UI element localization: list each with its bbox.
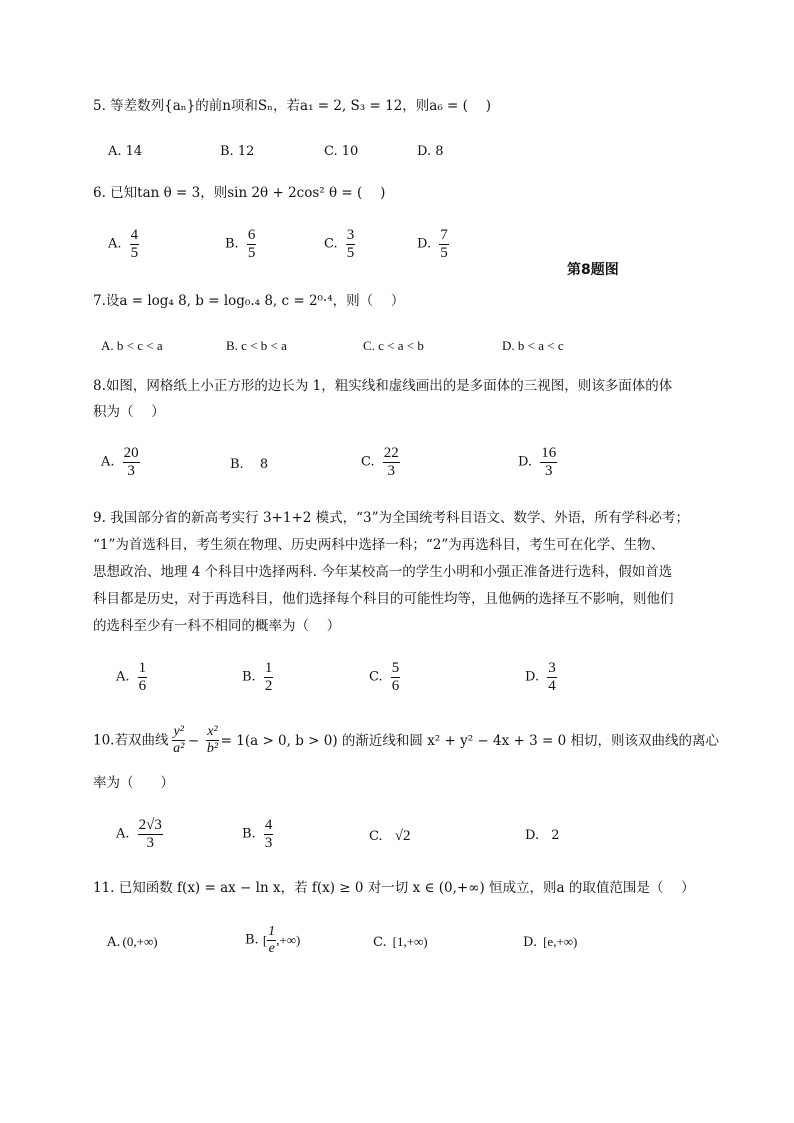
- option-label: D.: [525, 669, 540, 685]
- q5-option-c: C. 10: [324, 144, 359, 159]
- option-label: C.: [369, 669, 383, 685]
- q10-option-a: [116, 817, 163, 852]
- option-value: 8: [259, 457, 269, 472]
- bracket-open: [: [262, 932, 268, 948]
- q10-suffix: = 1(a > 0, b > 0) 的渐近线和圆 x² + y² − 4x + 3 = 0 相切，则该双曲线的离心: [220, 732, 719, 749]
- denominator: 3: [387, 463, 396, 479]
- option-label: C.: [324, 236, 338, 252]
- q7-option-a: A. b < c < a: [101, 338, 163, 353]
- q8-option-a: [101, 445, 140, 480]
- fraction: [172, 724, 184, 757]
- denominator: 3: [544, 463, 553, 479]
- q8-stem-line2: 积为（ ）: [93, 404, 165, 420]
- numerator: 1: [268, 924, 276, 939]
- denominator: 3: [146, 835, 155, 851]
- q9-option-d: [525, 660, 557, 695]
- q10-option-c: [369, 826, 411, 847]
- fraction: [540, 445, 557, 480]
- q8-option-d: [518, 445, 557, 480]
- q8-stem-line1: 8.如图，网格纸上小正方形的边长为 1，粗实线和虚线画出的是多面体的三视图，则该多面体的体: [93, 378, 673, 394]
- numerator: 1: [138, 660, 147, 676]
- q9-line-1: 9. 我国部分省的新高考实行 3+1+2 模式，“3”为全国统考科目语文、数学、外语，所有学科必考；: [93, 510, 690, 526]
- numerator: 3: [346, 227, 355, 243]
- option-label: C.: [361, 454, 375, 470]
- q5-option-a: A. 14: [108, 144, 143, 159]
- denominator: 5: [130, 245, 139, 261]
- denominator: b²: [206, 741, 219, 756]
- q11-option-d: [523, 932, 577, 953]
- fraction: [439, 227, 449, 262]
- numerator: x²: [207, 724, 218, 739]
- q7-option-c: C. c < a < b: [363, 338, 424, 353]
- q11-stem: 11. 已知函数 f(x) = ax − ln x，若 f(x) ≥ 0 对一切 x ∈ (0,+∞) 恒成立，则a 的取值范围是（ ）: [93, 880, 695, 896]
- option-label: C.: [373, 935, 387, 950]
- option-value: [e,+∞): [543, 934, 578, 949]
- q9-option-a: [116, 660, 147, 695]
- denominator: 5: [346, 245, 355, 261]
- q5-option-d: D. 8: [417, 144, 444, 159]
- option-label: C.: [369, 829, 383, 844]
- denominator: a²: [173, 741, 185, 756]
- fraction: [547, 660, 557, 695]
- numerator: y²: [173, 724, 184, 739]
- denominator: 6: [138, 678, 147, 694]
- numerator: 2√3: [138, 817, 162, 833]
- q9-line-4: 科目都是历史，对于再选科目，他们选择每个科目的可能性均等，且他俩的选择互不影响，则他们: [93, 591, 674, 607]
- fraction: [346, 227, 356, 262]
- q10-stem: [93, 724, 719, 757]
- q7-option-b: B. c < b < a: [226, 338, 287, 353]
- interval-end: ,+∞): [276, 932, 301, 948]
- option-label: A.: [116, 669, 130, 685]
- q7-stem: 7.设a = log₄ 8, b = log₀.₄ 8, c = 2⁰·⁴，则（ ）: [93, 293, 405, 309]
- q9-option-b: [242, 660, 273, 695]
- fraction: [123, 445, 140, 480]
- numerator: 20: [123, 445, 139, 461]
- denominator: 4: [548, 678, 556, 694]
- denominator: 3: [264, 835, 273, 851]
- q6-option-d: [417, 227, 449, 262]
- numerator: 4: [264, 817, 273, 833]
- denominator: 5: [440, 245, 448, 261]
- option-label: B.: [225, 236, 239, 252]
- option-label: A.: [107, 935, 121, 950]
- numerator: 16: [541, 445, 557, 461]
- option-label: D.: [525, 828, 540, 843]
- fraction: [383, 445, 400, 480]
- option-value: 2: [551, 828, 560, 843]
- q9-option-c: [369, 660, 400, 695]
- q10-option-d: [525, 826, 560, 846]
- option-label: B.: [242, 826, 256, 842]
- denominator: e: [268, 941, 275, 956]
- q6-stem: 6. 已知tan θ = 3，则sin 2θ + 2cos² θ = ( ): [93, 185, 386, 201]
- option-label: B.: [230, 457, 244, 472]
- q10-prefix: 10.若双曲线: [93, 732, 169, 749]
- option-label: A.: [116, 826, 130, 842]
- option-label: D.: [523, 935, 538, 950]
- q6-option-c: [324, 227, 355, 262]
- q5-stem: 5. 等差数列{aₙ}的前n项和Sₙ，若a₁ = 2, S₃ = 12，则a₆ = ( ): [93, 98, 491, 114]
- fraction: [264, 660, 274, 695]
- option-label: D.: [518, 454, 533, 470]
- option-label: B.: [245, 932, 259, 948]
- q6-option-a: [108, 227, 139, 262]
- denominator: 5: [247, 245, 256, 261]
- minus-sign: −: [187, 732, 200, 749]
- fraction: [264, 817, 274, 852]
- numerator: 7: [440, 227, 448, 243]
- q8-option-c: [361, 445, 400, 480]
- fraction: [130, 227, 140, 262]
- option-value: [1,+∞): [392, 934, 428, 949]
- figure-caption: 第8题图: [567, 262, 619, 278]
- fraction: [247, 227, 257, 262]
- fraction: [138, 660, 148, 695]
- numerator: 4: [130, 227, 139, 243]
- option-label: A.: [101, 454, 115, 470]
- q8-option-b: [230, 455, 268, 475]
- numerator: 22: [383, 445, 399, 461]
- q5-option-b: B. 12: [220, 144, 255, 159]
- numerator: 3: [548, 660, 556, 676]
- denominator: 2: [264, 678, 273, 694]
- option-value: √2: [394, 828, 411, 844]
- q7-option-d: D. b < a < c: [502, 338, 564, 353]
- q10-option-b: [242, 817, 273, 852]
- q9-line-5: 的选科至少有一科不相同的概率为（ ）: [93, 618, 341, 634]
- option-label: A.: [108, 236, 122, 252]
- q6-option-b: [225, 227, 256, 262]
- option-label: B.: [242, 669, 256, 685]
- q9-line-3: 思想政治、地理 4 个科目中选择两科. 今年某校高一的学生小明和小强正准备进行选科，假如首选: [93, 564, 673, 580]
- numerator: 5: [391, 660, 400, 676]
- option-label: D.: [417, 236, 432, 252]
- fraction: [206, 724, 218, 757]
- q11-option-b: [245, 924, 300, 957]
- q10-stem-line2: 率为（ ）: [93, 775, 174, 791]
- denominator: 6: [391, 678, 400, 694]
- q11-option-a: [107, 932, 158, 953]
- numerator: 6: [247, 227, 256, 243]
- numerator: 1: [264, 660, 273, 676]
- option-value: (0,+∞): [122, 934, 158, 949]
- q11-option-c: [373, 932, 428, 953]
- denominator: 3: [127, 463, 135, 479]
- fraction: [267, 924, 276, 957]
- q9-line-2: “1”为首选科目，考生须在物理、历史两科中选择一科；“2”为再选科目，考生可在化学、生物、: [93, 537, 665, 553]
- fraction: [138, 817, 163, 852]
- fraction: [391, 660, 401, 695]
